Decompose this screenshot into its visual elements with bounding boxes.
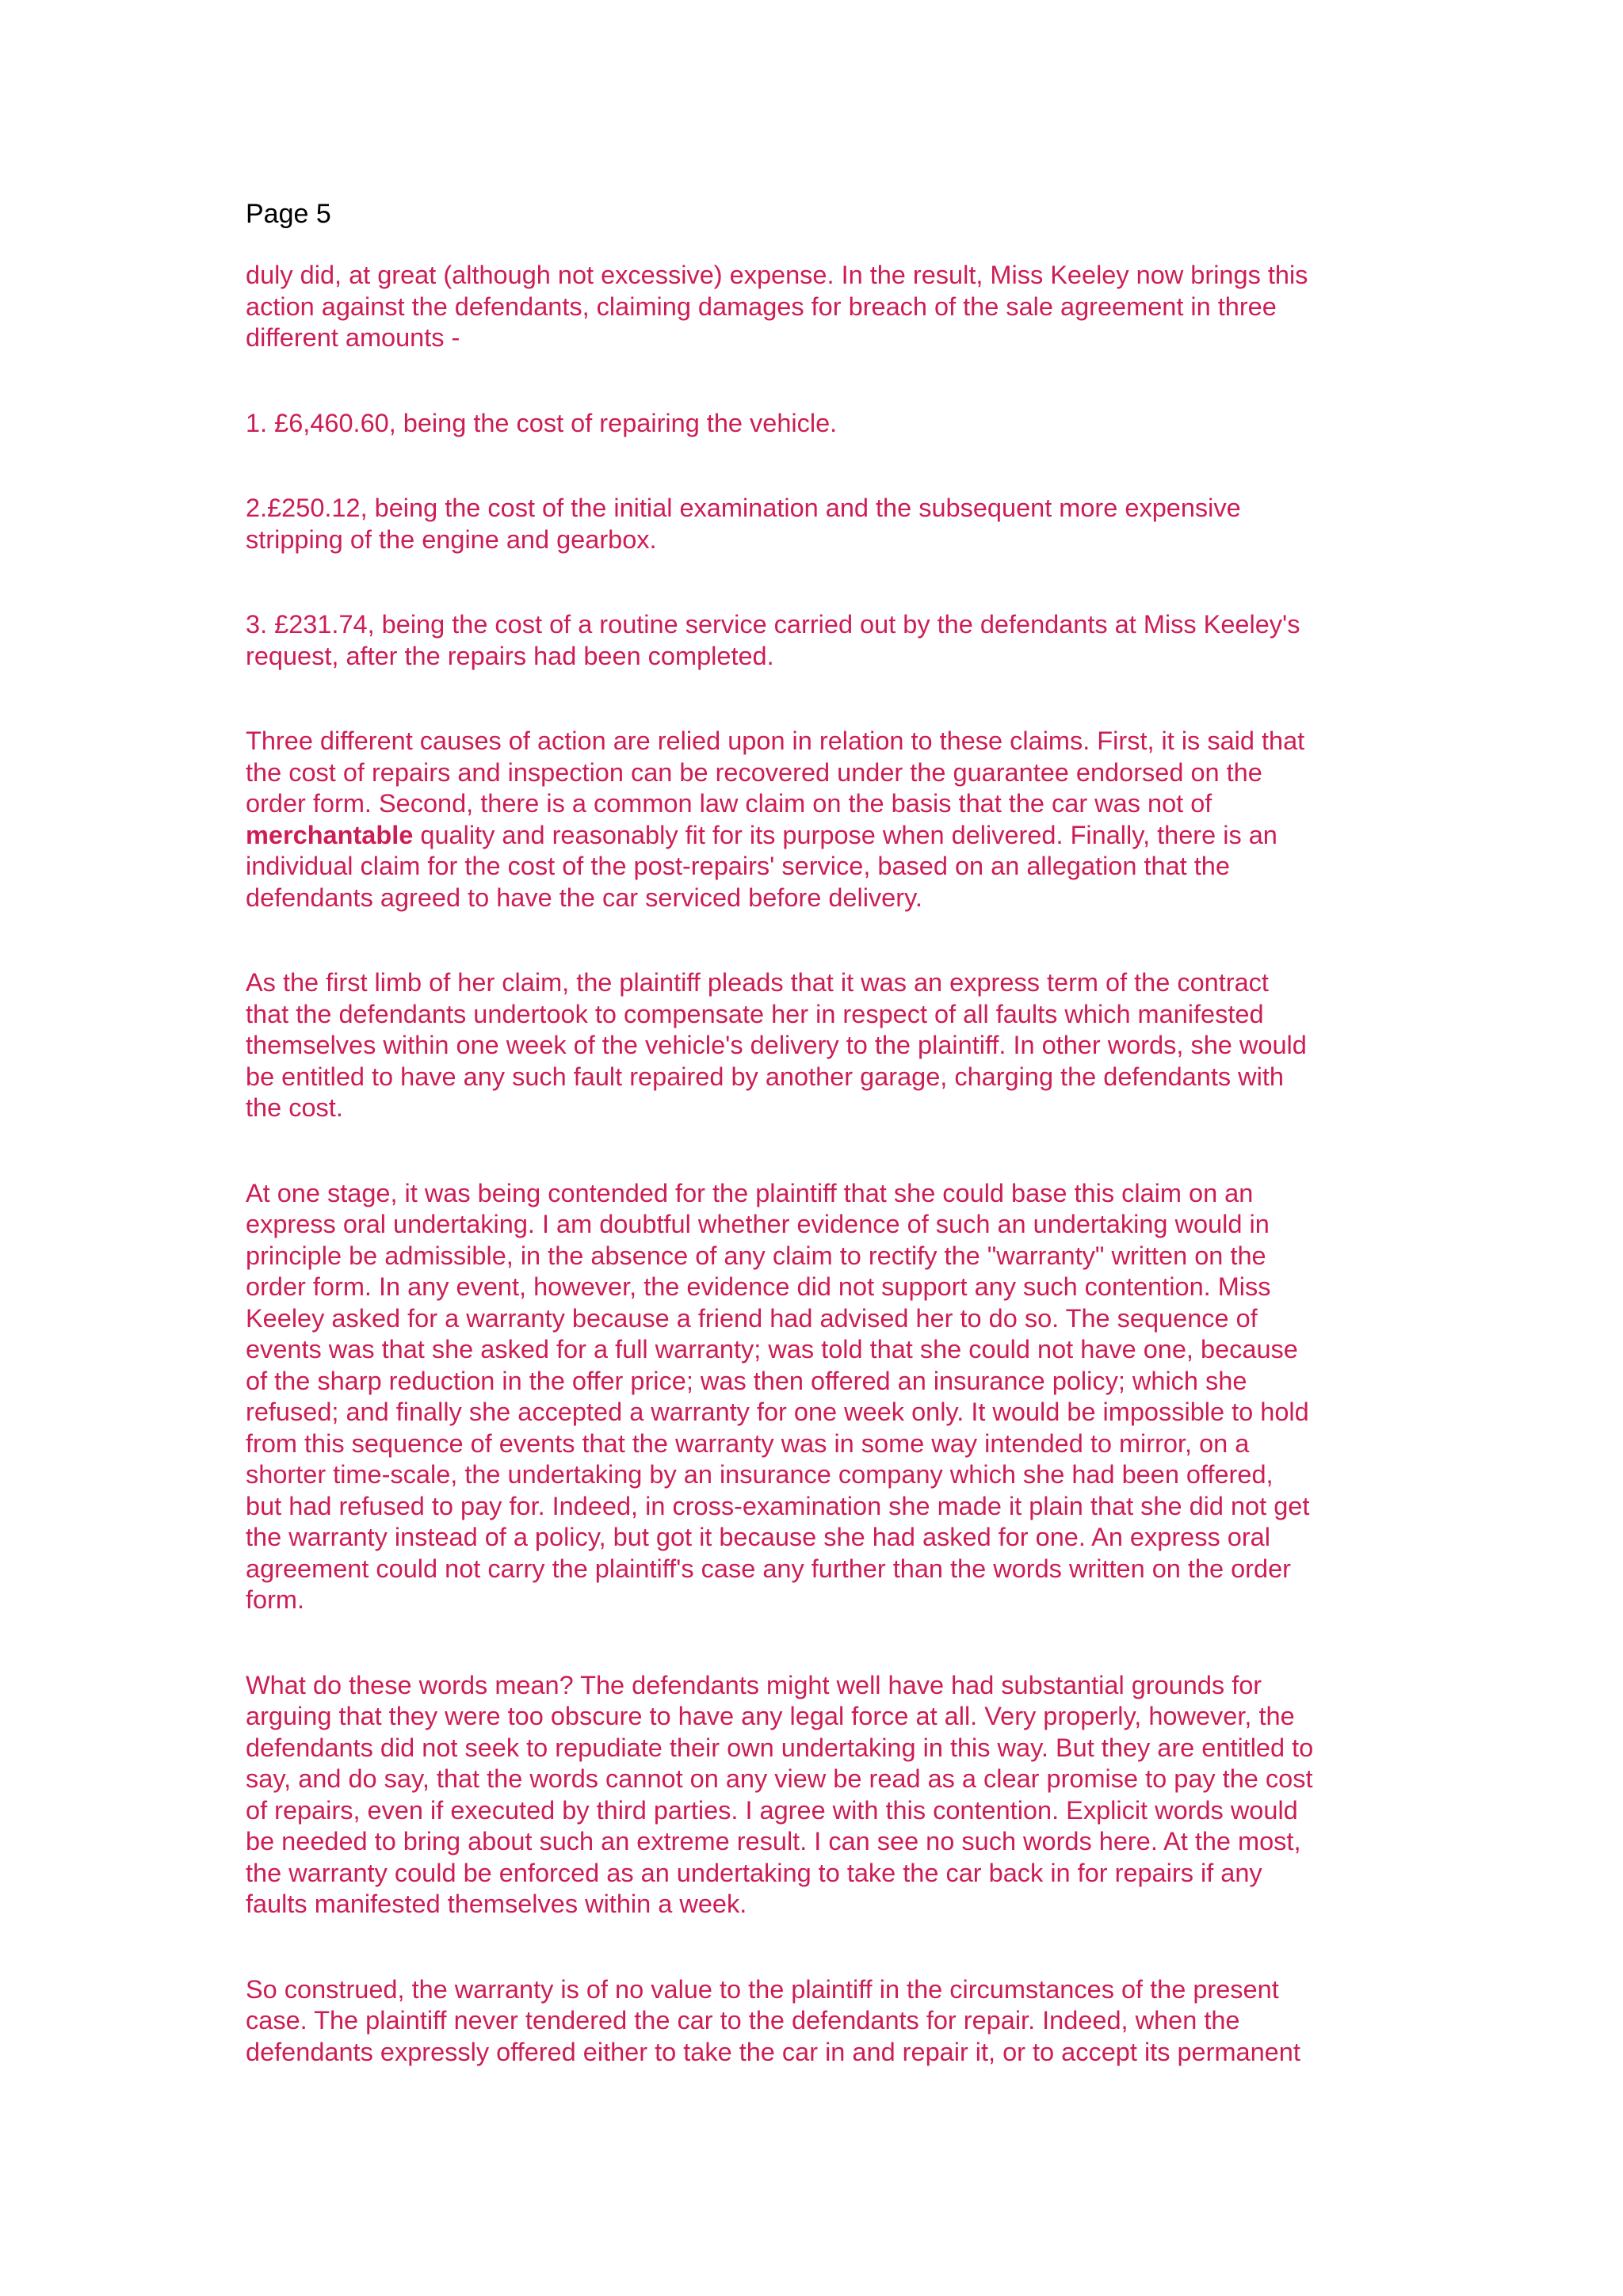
paragraph-claim-2 [246, 493, 1387, 555]
document-page [246, 193, 1387, 2122]
text-line: order form. Second, there is a common law claim on the basis that the car was not of [246, 789, 1212, 818]
paragraph-first-limb [246, 967, 1387, 1124]
text-line: arguing that they were too obscure to have any legal force at all. Very properly, however, the [246, 1702, 1295, 1730]
text-line: At one stage, it was being contended for the plaintiff that she could base this claim on an [246, 1178, 1254, 1207]
text-line: 3. £231.74, being the cost of a routine service carried out by the defendants at Miss Keeley's [246, 610, 1300, 639]
text-line: Three different causes of action are relied upon in relation to these claims. First, it is said that [246, 727, 1305, 755]
paragraph-meaning-of-words [246, 1670, 1387, 1920]
text-line: defendants did not seek to repudiate their own undertaking in this way. But they are entitled to [246, 1733, 1314, 1762]
text-line: stripping of the engine and gearbox. [246, 524, 657, 554]
text-line: duly did, at great (although not excessive) expense. In the result, Miss Keeley now brings this [246, 261, 1308, 289]
text-line: from this sequence of events that the warranty was in some way intended to mirror, on a [246, 1428, 1250, 1458]
text-line: refused; and finally she accepted a warranty for one week only. It would be impossible to hold [246, 1398, 1309, 1426]
text-line: What do these words mean? The defendants might well have had substantial grounds for [246, 1670, 1262, 1699]
paragraph-construed [246, 1974, 1387, 2069]
text-line: 1. £6,460.60, being the cost of repairing the vehicle. [246, 408, 838, 437]
text-line: agreement could not carry the plaintiff's case any further than the words written on the order [246, 1554, 1291, 1583]
text-line: form. [246, 1585, 305, 1614]
paragraph-claim-1 [246, 408, 1387, 440]
text-line: the warranty could be enforced as an undertaking to take the car back in for repairs if any [246, 1858, 1262, 1887]
text-line: the cost. [246, 1093, 343, 1122]
text-line [246, 820, 1387, 852]
text-line: be needed to bring about such an extreme result. I can see no such words here. At the most, [246, 1827, 1301, 1855]
text-line: be entitled to have any such fault repaired by another garage, charging the defendants with [246, 1062, 1284, 1091]
text-line: faults manifested themselves within a week. [246, 1890, 747, 1918]
text-line: individual claim for the cost of the post-repairs' service, based on an allegation that the [246, 852, 1230, 880]
text-line: say, and do say, that the words cannot on any view be read as a clear promise to pay the cost [246, 1764, 1313, 1793]
text-line: defendants agreed to have the car serviced before delivery. [246, 883, 922, 912]
text-line: that the defendants undertook to compensate her in respect of all faults which manifested [246, 999, 1264, 1028]
text-line: express oral undertaking. I am doubtful whether evidence of such an undertaking would in [246, 1210, 1270, 1238]
text-line: events was that she asked for a full warranty; was told that she could not have one, because [246, 1335, 1298, 1363]
paragraph-causes-of-action [246, 726, 1387, 913]
paragraph-claim-3 [246, 609, 1387, 672]
bold-term: merchantable [246, 820, 414, 849]
text-line: of repairs, even if executed by third parties. I agree with this contention. Explicit words would [246, 1795, 1298, 1825]
text-line: action against the defendants, claiming damages for breach of the sale agreement in three [246, 292, 1277, 321]
text-line: request, after the repairs had been completed. [246, 641, 774, 670]
text-line: Keeley asked for a warranty because a friend had advised her to do so. The sequence of [246, 1303, 1258, 1333]
text-line: So construed, the warranty is of no value to the plaintiff in the circumstances of the present [246, 1974, 1279, 2004]
text-line: shorter time-scale, the undertaking by an insurance company which she had been offered, [246, 1460, 1274, 1489]
text-line: the warranty instead of a policy, but got it because she had asked for one. An express oral [246, 1523, 1270, 1551]
text-line: 2.£250.12, being the cost of the initial examination and the subsequent more expensive [246, 494, 1241, 522]
page-number: Page 5 [246, 199, 331, 229]
paragraph-oral-undertaking [246, 1178, 1387, 1616]
text-line: defendants expressly offered either to take the car in and repair it, or to accept its permanent [246, 2037, 1300, 2066]
text-line: principle be admissible, in the absence of any claim to rectify the "warranty" written on the [246, 1241, 1266, 1270]
text-line: but had refused to pay for. Indeed, in cross-examination she made it plain that she did not get [246, 1491, 1310, 1520]
paragraph-intro [246, 260, 1387, 354]
text-fragment: quality and reasonably fit for its purpose when delivered. Finally, there is an [413, 820, 1277, 849]
text-line: themselves within one week of the vehicle's delivery to the plaintiff. In other words, she would [246, 1031, 1307, 1059]
text-line: the cost of repairs and inspection can be recovered under the guarantee endorsed on the [246, 757, 1262, 787]
text-line: of the sharp reduction in the offer price; was then offered an insurance policy; which she [246, 1366, 1247, 1395]
text-line: case. The plaintiff never tendered the car to the defendants for repair. Indeed, when the [246, 2006, 1240, 2035]
text-line: different amounts - [246, 323, 460, 352]
text-line: order form. In any event, however, the evidence did not support any such contention. Miss [246, 1272, 1271, 1301]
text-line: As the first limb of her claim, the plaintiff pleads that it was an express term of the contract [246, 968, 1269, 997]
